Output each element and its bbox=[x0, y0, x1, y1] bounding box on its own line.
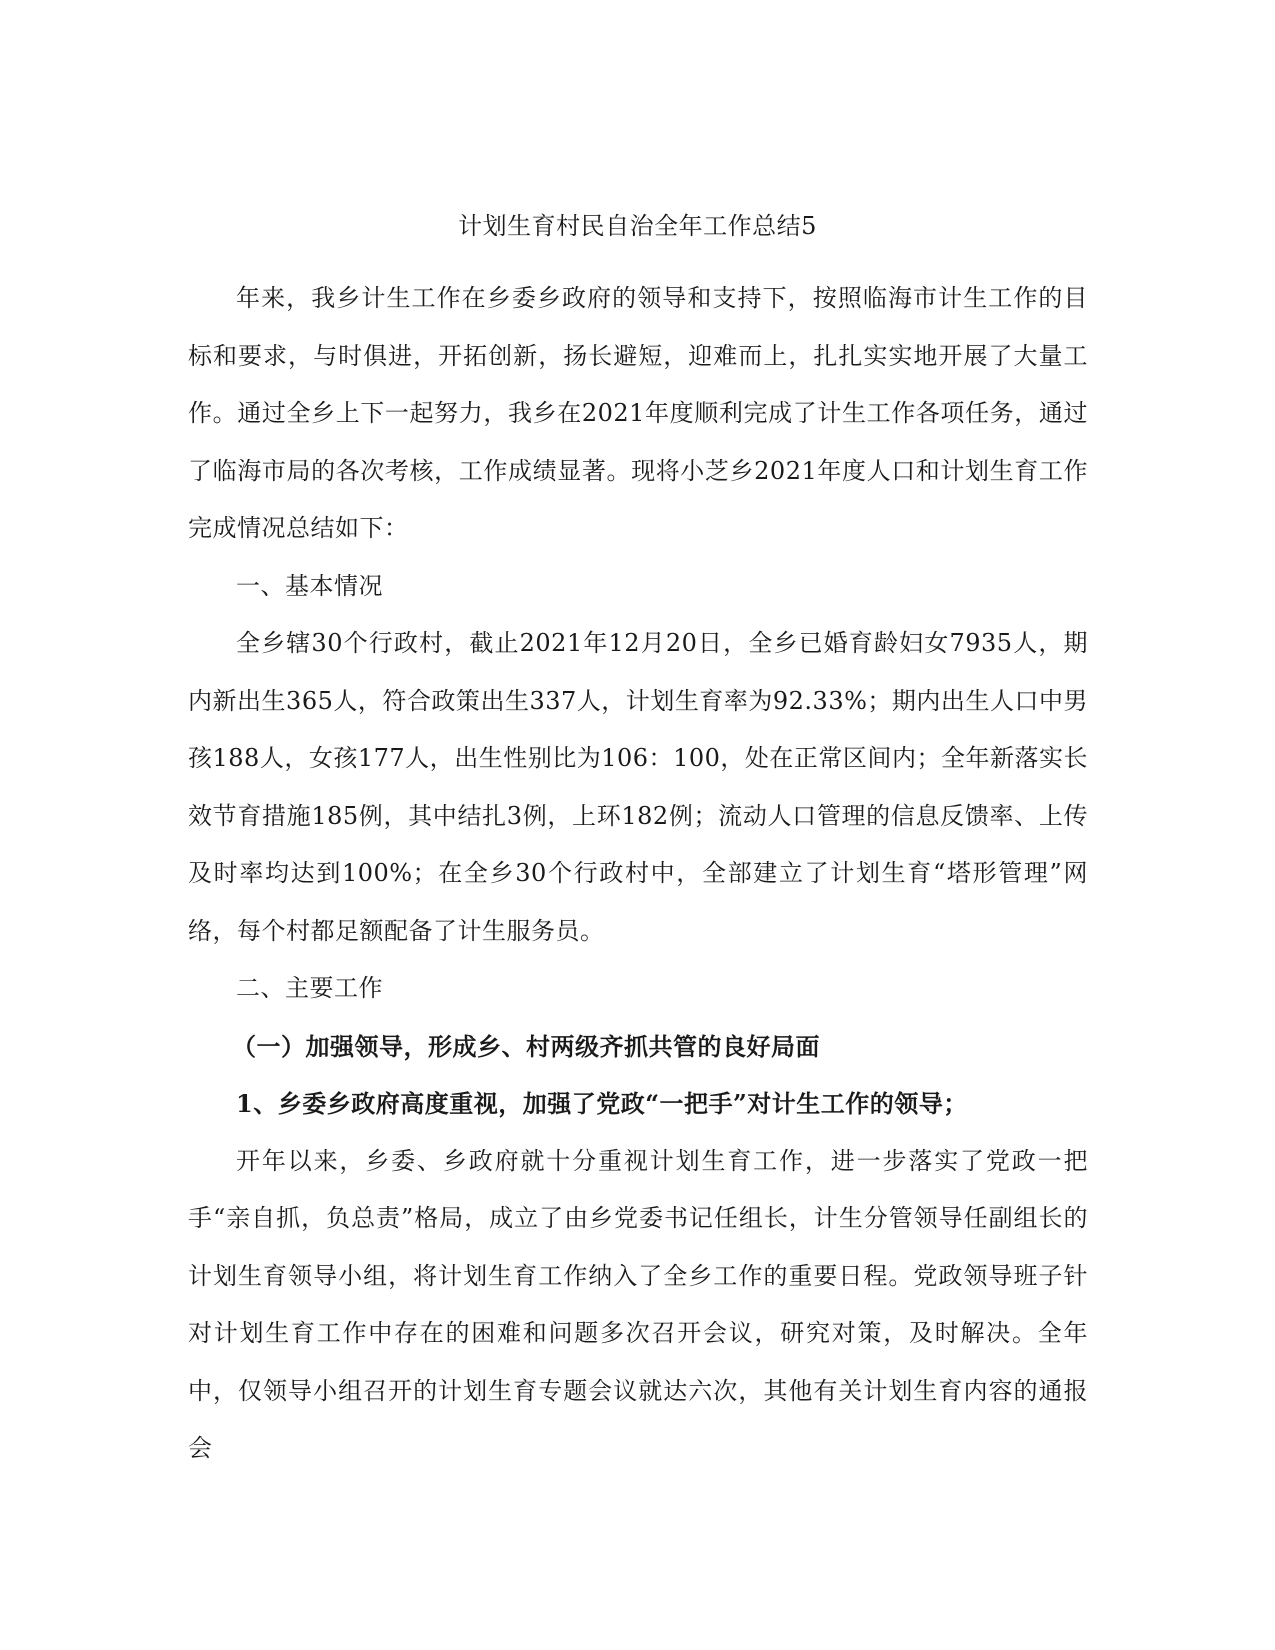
document-body bbox=[188, 270, 1088, 1478]
item-heading-party-leadership: 1、乡委乡政府高度重视，加强了党政“一把手”对计生工作的领导； bbox=[236, 1089, 968, 1118]
section-heading-main-work: 二、主要工作 bbox=[236, 974, 383, 1002]
document-title: 计划生育村民自治全年工作总结5 bbox=[458, 212, 817, 240]
subsection-heading-leadership: （一）加强领导，形成乡、村两级齐抓共管的良好局面 bbox=[232, 1031, 820, 1061]
paragraph-leadership-detail: 开年以来，乡委、乡政府就十分重视计划生育工作，进一步落实了党政一把手“亲自抓，负总责”格局，成立了由乡党委书记任组长，计生分管领导任副组长的计划生育领导小组，将计划生育工作纳入了全乡工作的重要日程。党政领导班子针对计划生育工作中存在的困难和问题多次召开会议，研究对策，及时解决。全年中，仅领导小组召开的计划生育专题会议就达六次，其他有关计划生育内容的通报会 bbox=[188, 1146, 1088, 1462]
paragraph-intro: 年来，我乡计生工作在乡委乡政府的领导和支持下，按照临海市计生工作的目标和要求，与时俱进，开拓创新，扬长避短，迎难而上，扎扎实实地开展了大量工作。通过全乡上下一起努力，我乡在2021年度顺利完成了计生工作各项任务，通过了临海市局的各次考核，工作成绩显著。现将小芝乡2021年度人口和计划生育工作完成情况总结如下： bbox=[188, 284, 1088, 542]
section-heading-basic-situation: 一、基本情况 bbox=[236, 571, 383, 600]
paragraph-basic-situation: 全乡辖30个行政村，截止2021年12月20日，全乡已婚育龄妇女7935人，期内新出生365人，符合政策出生337人，计划生育率为92.33%；期内出生人口中男孩188人，女孩177人，出生性别比为106：100，处在正常区间内；全年新落实长效节育措施185例，其中结扎3例，上环182例；流动人口管理的信息反馈率、上传及时率均达到100%；在全乡30个行政村中，全部建立了计划生育“塔形管理”网络，每个村都足额配备了计生服务员。 bbox=[188, 629, 1088, 945]
